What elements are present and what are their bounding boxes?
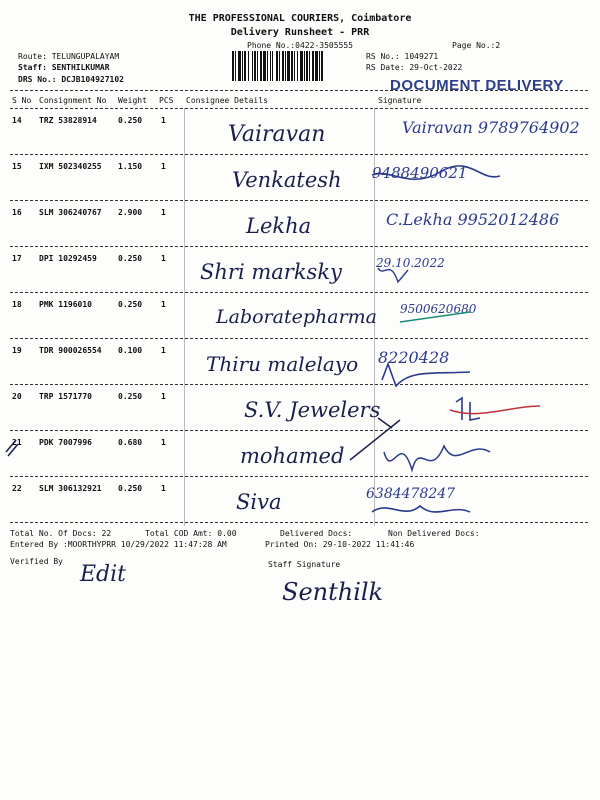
row-sno: 15 — [12, 162, 22, 171]
header-top-rule — [10, 90, 588, 91]
barcode-bar — [263, 51, 266, 81]
barcode-bar — [257, 51, 258, 81]
row-pcs: 1 — [161, 116, 166, 125]
row-signature: 29.10.2022 — [376, 256, 445, 270]
barcode-bar — [260, 51, 262, 81]
barcode-bar — [321, 51, 323, 81]
row-signature: 9500620680 — [400, 302, 477, 316]
barcode-bar — [287, 51, 290, 81]
delivered-docs: Delivered Docs: — [280, 529, 353, 538]
barcode-bar — [279, 51, 280, 81]
staff-signature: Senthilk — [282, 578, 384, 606]
row-separator — [10, 292, 588, 293]
barcode-bar — [312, 51, 314, 81]
row-weight: 0.250 — [118, 254, 143, 263]
printed-on: Printed On: 29-10-2022 11:41:46 — [265, 540, 415, 549]
header-bottom-rule — [10, 108, 588, 109]
row-weight: 1.150 — [118, 162, 143, 171]
barcode-bar — [276, 51, 278, 81]
row-consignee-name: Siva — [236, 490, 282, 514]
barcode-bar — [294, 51, 295, 81]
barcode-bar — [297, 51, 298, 81]
verified-by-label: Verified By — [10, 557, 63, 566]
row-separator — [10, 154, 588, 155]
row-separator — [10, 430, 588, 431]
row-weight: 0.250 — [118, 484, 143, 493]
barcode-bar — [285, 51, 286, 81]
row-separator — [10, 384, 588, 385]
barcode — [232, 51, 358, 81]
barcode-bar — [304, 51, 305, 81]
row-sno: 20 — [12, 392, 22, 401]
row-sno: 18 — [12, 300, 22, 309]
col-consignee: Consignee Details — [186, 96, 268, 105]
row-consignee-name: S.V. Jewelers — [244, 398, 381, 422]
col-signature: Signature — [378, 96, 422, 105]
company-name: THE PROFESSIONAL COURIERS, Coimbatore — [188, 13, 412, 24]
barcode-bar — [309, 51, 310, 81]
barcode-bar — [238, 51, 241, 81]
total-docs: Total No. Of Docs: 22 — [10, 529, 112, 538]
row-consignment-no: PDK 7007996 — [39, 438, 92, 447]
verified-by-signature: Edit — [80, 562, 127, 587]
drs-number: DRS No.: DCJB104927102 — [18, 75, 124, 84]
total-cod: Total COD Amt: 0.00 — [145, 529, 237, 538]
row-pcs: 1 — [161, 208, 166, 217]
row-signature: C.Lekha 9952012486 — [386, 210, 560, 229]
row-weight: 0.680 — [118, 438, 143, 447]
barcode-bar — [254, 51, 256, 81]
row-weight: 0.250 — [118, 300, 143, 309]
barcode-bar — [306, 51, 308, 81]
runsheet-title: Delivery Runsheet - PRR — [230, 27, 370, 38]
barcode-bar — [267, 51, 268, 81]
row-consignment-no: SLM 306240767 — [39, 208, 102, 217]
row-sno: 14 — [12, 116, 22, 125]
col-weight: Weight — [118, 96, 147, 105]
col-sno: S No — [12, 96, 32, 105]
barcode-bar — [291, 51, 293, 81]
row-pcs: 1 — [161, 438, 166, 447]
row-consignee-name: Shri marksky — [200, 260, 342, 284]
barcode-bar — [315, 51, 318, 81]
row-separator — [10, 200, 588, 201]
barcode-bar — [300, 51, 303, 81]
row-separator — [10, 246, 588, 247]
barcode-bar — [242, 51, 243, 81]
rs-number: RS No.: 1049271 — [366, 52, 439, 61]
row-consignee-name: Vairavan — [228, 122, 326, 147]
non-delivered-docs: Non Delivered Docs: — [388, 529, 480, 538]
row-consignment-no: TRZ 53828914 — [39, 116, 97, 125]
row-sno: 19 — [12, 346, 22, 355]
row-consignee-name: Laboratepharma — [216, 306, 377, 328]
phone-number: Phone No.:0422-3505555 — [247, 41, 353, 50]
row-consignee-name: Venkatesh — [232, 168, 342, 192]
barcode-bar — [270, 51, 271, 81]
row-weight: 0.250 — [118, 116, 143, 125]
row-separator — [10, 338, 588, 339]
row-sno: 22 — [12, 484, 22, 493]
barcode-bar — [248, 51, 249, 81]
barcode-bar — [319, 51, 320, 81]
row-pcs: 1 — [161, 162, 166, 171]
barcode-bar — [252, 51, 253, 81]
row-sno: 16 — [12, 208, 22, 217]
barcode-bar — [282, 51, 284, 81]
page-number: Page No.:2 — [452, 41, 501, 50]
row-consignment-no: TDR 900026554 — [39, 346, 102, 355]
row-signature: 6384478247 — [366, 486, 456, 502]
document-delivery-stamp: DOCUMENT DELIVERY — [390, 77, 564, 94]
row-consignment-no: SLM 306132921 — [39, 484, 102, 493]
footer-rule — [10, 522, 588, 523]
row-consignee-name: mohamed — [240, 444, 345, 468]
row-separator — [10, 476, 588, 477]
col-consignment: Consignment No — [39, 96, 107, 105]
col-pcs: PCS — [159, 96, 174, 105]
rs-date: RS Date: 29-Oct-2022 — [366, 63, 463, 72]
row-pcs: 1 — [161, 484, 166, 493]
row-signature: Vairavan 9789764902 — [402, 118, 580, 137]
row-sno: 17 — [12, 254, 22, 263]
barcode-bar — [232, 51, 234, 81]
row-pcs: 1 — [161, 346, 166, 355]
col-divider-consignee — [184, 108, 185, 526]
barcode-bar — [235, 51, 236, 81]
row-weight: 0.250 — [118, 392, 143, 401]
row-consignment-no: PMK 1196010 — [39, 300, 92, 309]
row-sno: 21 — [12, 438, 22, 447]
row-pcs: 1 — [161, 254, 166, 263]
entered-by: Entered By :MOORTHYPRR 10/29/2022 11:47:28 AM — [10, 540, 227, 549]
row-consignment-no: TRP 1571770 — [39, 392, 92, 401]
staff-signature-label: Staff Signature — [268, 560, 341, 569]
row-consignment-no: IXM 502340255 — [39, 162, 102, 171]
row-signature: 9488490621 — [372, 164, 468, 182]
row-consignee-name: Lekha — [246, 214, 312, 238]
route-label: Route: TELUNGUPALAYAM — [18, 52, 120, 61]
staff-label: Staff: SENTHILKUMAR — [18, 63, 110, 72]
row-consignment-no: DPI 10292459 — [39, 254, 97, 263]
row-weight: 0.100 — [118, 346, 143, 355]
row-pcs: 1 — [161, 300, 166, 309]
barcode-bar — [272, 51, 273, 81]
row-signature: 8220428 — [378, 348, 450, 367]
barcode-bar — [244, 51, 246, 81]
row-consignee-name: Thiru malelayo — [206, 352, 359, 376]
row-weight: 2.900 — [118, 208, 143, 217]
row-pcs: 1 — [161, 392, 166, 401]
